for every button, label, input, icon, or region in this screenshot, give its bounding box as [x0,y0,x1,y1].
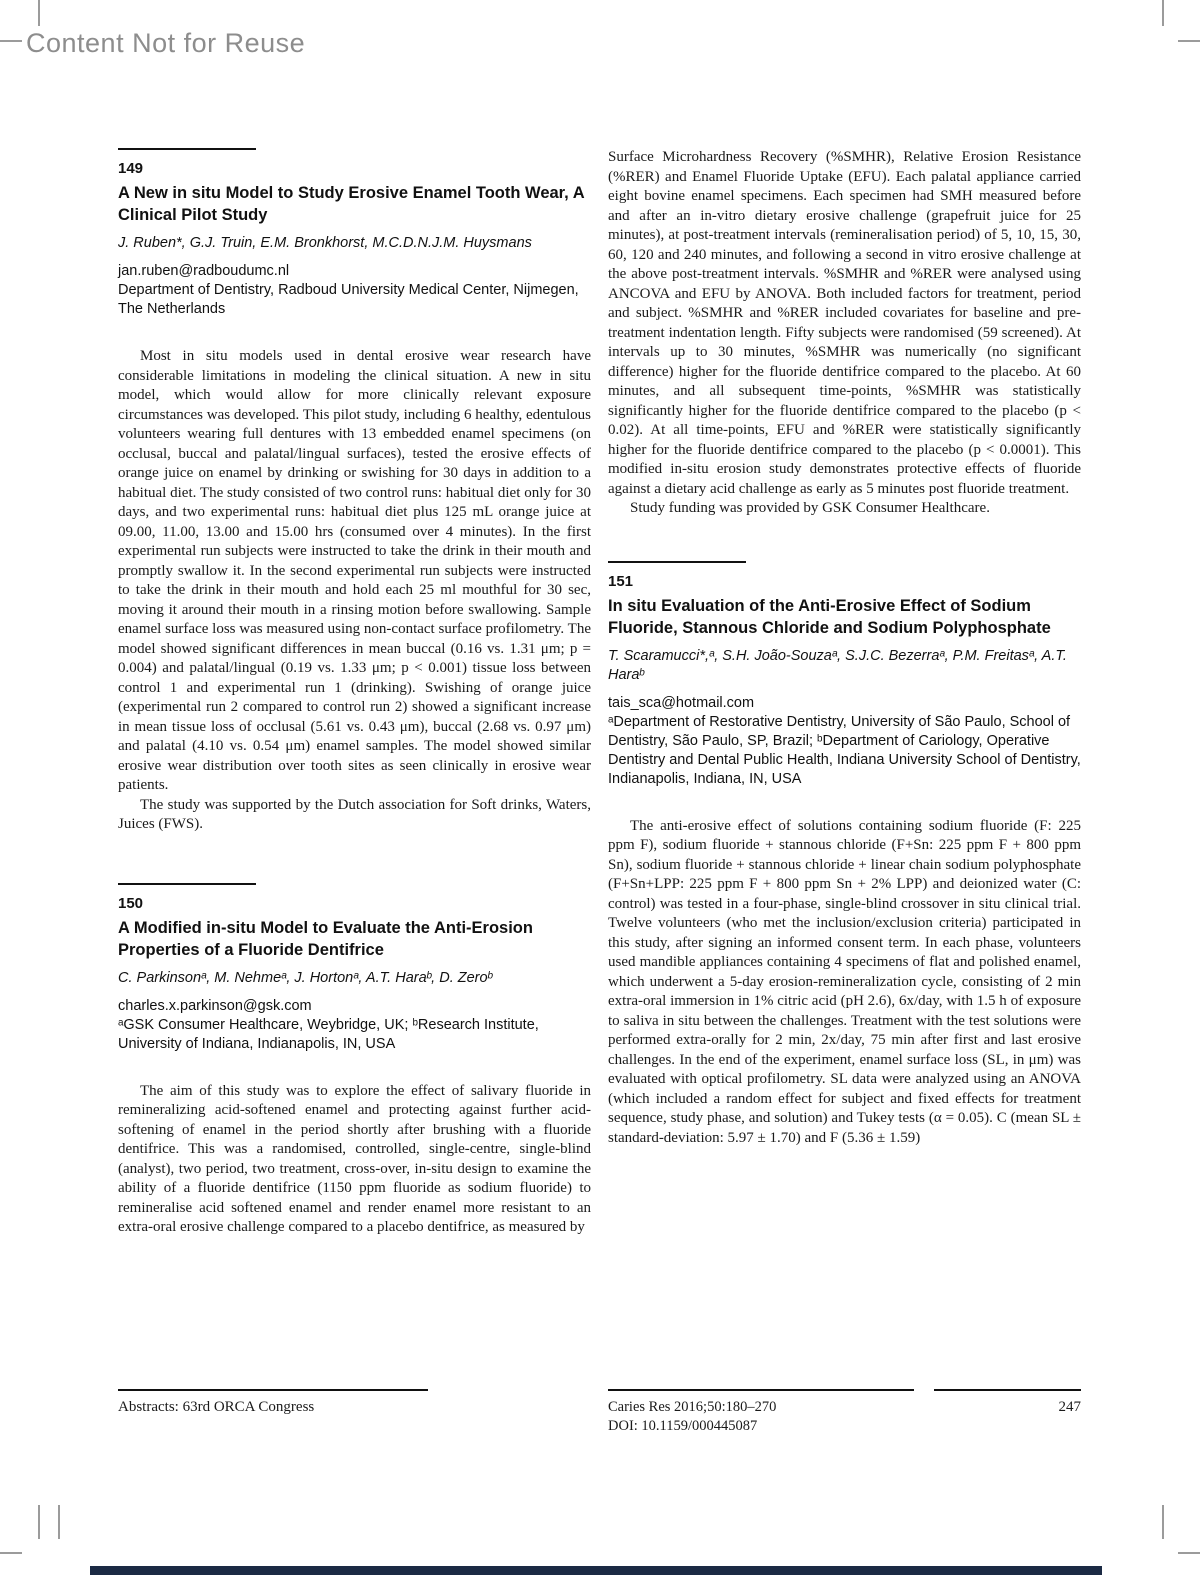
abstract-151-authors: T. Scaramucci*,ᵃ, S.H. João-Souzaᵃ, S.J.C. Bezerraᵃ, P.M. Freitasᵃ, A.T. Haraᵇ [608,647,1067,683]
abstract-149-authors: J. Ruben*, G.J. Truin, E.M. Bronkhorst, M.C.D.N.J.M. Huysmans [118,235,532,251]
abstract-149-affiliation: Department of Dentistry, Radboud University Medical Center, Nijmegen, The Netherlands [118,282,579,317]
abstract-149-title: A New in situ Model to Study Erosive Enamel Tooth Wear, A Clinical Pilot Study [118,184,585,224]
abstract-149-rule [118,148,256,150]
abstract-151-title: In situ Evaluation of the Anti-Erosive Effect of Sodium Fluoride, Stannous Chloride and Sodium Polyphosphate [608,596,1051,637]
left-column [118,148,591,1238]
abstract-151-number: 151 [608,572,634,590]
abstract-151-body: The anti-erosive effect of solutions containing sodium fluoride (F: 225 ppm F), sodium fluoride + stannous chloride (F+Sn: 225 ppm F + 800 ppm Sn), sodium fluoride + stannous chloride + linear chain sodium polyphosphate (F+Sn+LPP: 225 ppm F + 800 ppm Sn + 2% LPP) and deionized water (C: control) was tested in a four-phase, single-blind crossover in situ clinical trial. Twelve volunteers (who met the inclusion/exclusion criteria) participated in this study, after signing an informed consent term. In each phase, volunteers used mandible appliances containing 4 specimens of flat and polished enamel, which underwent a 5-day erosion-remineralization cycle, consisting of 2 min extra-oral immersion in 1% citric acid (pH 2.6), 6x/day, with 1.5 h of exposure to saliva in situ between the challenges. Treatment with the test solutions were performed extra-orally for 2 min, 2x/day, 75 min after first and last erosive challenges. In the end of the experiment, enamel surface loss (SL, in μm) was evaluated with optical profilometry. SL data were analyzed using an ANOVA (which included a random effect for subject and fixed effects for treatment sequence, study phase, and solution) and Tukey tests (α = 0.05). C (mean SL ± standard-deviation: 5.97 ± 1.70) and F (5.36 ± 1.59) [608,817,1081,1146]
page-number: 247 [1058,1399,1081,1415]
footer-citation-block [608,1398,776,1436]
footer-congress-label: Abstracts: 63rd ORCA Congress [118,1399,315,1415]
crop-mark-top-right-horizontal [1178,40,1200,42]
crop-mark-bottom-left-vertical-2 [58,1505,60,1539]
crop-mark-bottom-left-horizontal [0,1552,22,1554]
abstract-150-number: 150 [118,894,144,912]
crop-mark-bottom-right-vertical [1162,1505,1164,1539]
abstract-150-title: A Modified in-situ Model to Evaluate the Anti-Erosion Properties of a Fluoride Dentifrice [118,918,533,959]
abstract-149-acknowledgement: The study was supported by the Dutch association for Soft drinks, Waters, Juices (FWS). [118,796,591,832]
bottom-edge-bar [90,1566,1102,1575]
abstract-150-rule [118,883,256,885]
abstract-150-affiliation: ᵃGSK Consumer Healthcare, Weybridge, UK; ᵇResearch Institute, University of Indiana, Indianapolis, IN, USA [118,1016,539,1052]
footer-journal-citation: Caries Res 2016;50:180–270 [608,1399,777,1415]
crop-mark-bottom-left-vertical [38,1505,40,1539]
abstract-150-body-continuation: Surface Microhardness Recovery (%SMHR), Relative Erosion Resistance (%RER) and Enamel Fluoride Uptake (EFU). Each palatal appliance carried eight bovine enamel specimens. Each specimen had SMH measured before and after an in-vitro dietary erosive challenge (grapefruit juice for 25 minutes), at post-treatment intervals (remineralisation period) of 5, 10, 15, 30, 60, 120 and 240 minutes, and following a second in vitro erosive challenge at the above post-treatment intervals. %SMHR and %RER were analysed using ANCOVA and EFU by ANOVA. Both included factors for treatment, period and subject. %SMHR and %RER included covariates for baseline and pre-treatment indentation length. Fifty subjects were randomised (59 screened). At intervals up to 30 minutes, %SMHR was numerically (no significant difference) higher for the fluoride dentifrice compared to the placebo. At 60 minutes, and all subsequent time-points, %SMHR was statistically significantly higher for the fluoride dentifrice compared to the placebo (p < 0.02). At all time-points, EFU and %RER were statistically significantly higher for the fluoride dentifrice compared to the placebo (p < 0.0001). This modified in-situ erosion study demonstrates protective effects of fluoride against a dietary acid challenge as early as 5 minutes post fluoride treatment. [608,149,1081,497]
footer-right-rule [934,1389,1081,1391]
crop-mark-bottom-right-horizontal [1178,1552,1200,1554]
abstract-150-body-start: The aim of this study was to explore the effect of salivary fluoride in remineralizing acid-softened enamel and protecting against further acid-softening of enamel in the period shortly after brushing with a fluoride dentifrice. This was a randomised, controlled, single-centre, single-blind (analyst), two period, two treatment, cross-over, in-situ design to examine the ability of a fluoride dentifrice (1150 ppm fluoride as sodium fluoride) to remineralise acid softened enamel and render enamel more resistant to an extra-oral erosive challenge compared to a placebo dentifrice, as measured by [118,1082,591,1235]
footer-left-rule [118,1389,428,1391]
abstract-149-email: jan.ruben@radboudumc.nl [118,263,290,279]
footer-middle-rule [608,1389,914,1391]
abstract-151-affiliation: ᵃDepartment of Restorative Dentistry, University of São Paulo, School of Dentistry, São Paulo, SP, Brazil; ᵇDepartment of Cariology, Operative Dentistry and Dental Public Health, Indiana University School of Dentistry, Indianapolis, Indiana, IN, USA [608,713,1081,787]
abstract-151-rule [608,561,746,563]
abstract-151-email: tais_sca@hotmail.com [608,694,755,711]
abstract-150-email: charles.x.parkinson@gsk.com [118,997,312,1014]
abstract-149-section [118,148,591,835]
abstract-150-section [118,883,591,1238]
abstract-150-authors: C. Parkinsonᵃ, M. Nehmeᵃ, J. Hortonᵃ, A.T. Haraᵇ, D. Zeroᵇ [118,969,493,986]
right-column [608,148,1081,1148]
abstract-149-body: Most in situ models used in dental erosive wear research have considerable limitations in modeling the clinical situation. A new in situ model, which would allow for more clinically relevant exposure circumstances was developed. This pilot study, including 6 healthy, edentulous volunteers wearing full dentures with 13 embedded enamel specimens (on occlusal, buccal and palatal/lingual surfaces), tested the erosive effects of orange juice on enamel by drinking or swishing for 30 days in addition to a habitual diet. The study consisted of two control runs: habitual diet only for 30 days, and two experimental runs: habitual diet plus 125 mL orange juice at 09.00, 11.00, 13.00 and 15.00 hrs (consumed over 4 minutes). In the first experimental run subjects were instructed to take the drink in their mouth and promptly swallow it. In the second experimental run subjects were instructed to take the drink in their mouth and hold each 25 ml mouthful for 30 sec, moving it around their mouth in a rinsing motion before swallowing. Sample enamel surface loss was measured using non-contact surface profilometry. The model showed significant differences in mean buccal (0.16 vs. 1.31 μm; p = 0.004) and palatal/lingual (0.19 vs. 1.33 μm; p < 0.001) tissue loss between control 1 and experimental run 1 (drinking). Swishing of orange juice (experimental run 2 compared to control run 2) showed a significant increase in mean tissue loss of occlusal (5.61 vs. 0.43 μm), buccal (2.68 vs. 0.97 μm) and palatal (4.10 vs. 0.54 μm) enamel samples. The model showed similar erosive wear distribution over tooth sites as seen clinically in erosive wear patients. [118,348,591,793]
abstract-150-funding: Study funding was provided by GSK Consumer Healthcare. [630,500,990,516]
abstract-149-number: 149 [118,160,144,177]
watermark-text: Content Not for Reuse [26,28,306,58]
abstract-151-section [608,561,1081,1149]
crop-mark-top-left-vertical [38,0,40,26]
crop-mark-top-right-vertical [1162,0,1164,26]
crop-mark-top-left-horizontal [0,40,22,42]
footer-doi: DOI: 10.1159/000445087 [608,1418,758,1434]
